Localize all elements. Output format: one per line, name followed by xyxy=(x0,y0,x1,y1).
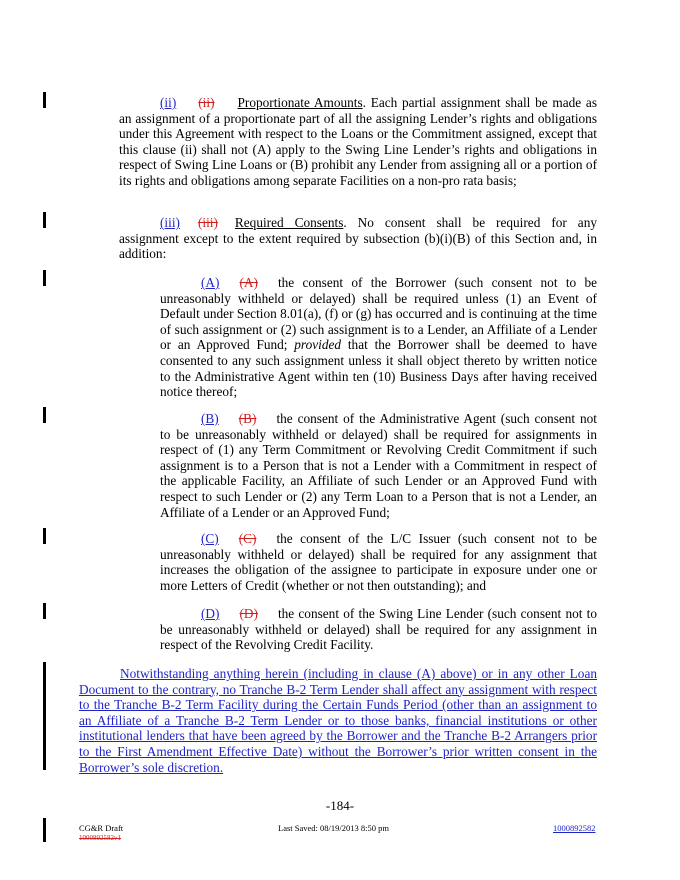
clause-heading: Required Consents xyxy=(234,215,344,230)
change-bar xyxy=(43,528,46,544)
subclause-text: the consent of the Swing Line Lender (such consent not to be unreasonably withheld or delayed) shall be required for any assignment in respect of the Revolving Credit Facility. xyxy=(160,606,597,653)
inserted-number: (A) xyxy=(201,275,220,290)
deleted-number: (B) xyxy=(238,411,257,426)
inserted-number: (B) xyxy=(201,411,219,426)
deleted-number: (D) xyxy=(239,606,258,621)
clause-heading: Proportionate Amounts xyxy=(237,95,363,110)
deleted-number: (iii) xyxy=(197,215,218,230)
page-number: -184- xyxy=(325,798,355,813)
notwithstanding-paragraph: Notwithstanding anything herein (including in clause (A) above) or in any other Loan Document to the contrary, no Tranche B-2 Term Lender shall affect any assignment with respect to the Tranche B-2 Term Facility during the Certain Funds Period (other than an assignment to an Affiliate of a Tranche B-2 Term Lender or to those banks, financial institutions or other institutional lenders that have been agreed by the Borrower and the Tranche B-2 Arrangers prior to the First Amendment Effective Date) without the Borrower’s prior written consent in the Borrower’s sole discretion. xyxy=(79,666,597,775)
subclause-d xyxy=(160,606,597,653)
deleted-number: (ii) xyxy=(198,95,215,110)
subclause-b xyxy=(160,411,597,520)
deleted-number: (C) xyxy=(238,531,257,546)
clause-text: . No consent shall be required for any assignment except to the extent required by subsection (b)(i)(B) of this Section and, in addition: xyxy=(119,215,597,262)
change-bar xyxy=(43,603,46,619)
change-bar xyxy=(43,92,46,108)
clause-ii xyxy=(119,95,597,189)
subclause-text: the consent of the Administrative Agent (such consent not to be unreasonably withheld or delayed) shall be required for assignments in respect of (1) any Term Commitment or Revolving Credit Commitment if such assignment is to a Person that is not a Lender with a Commitment in respect of the applicable Facility, an Affiliate of such Lender or an Approved Fund with respect to such Lender or (2) any Term Loan to a Person that is not a Lender, an Affiliate of a Lender or an Approved Fund; xyxy=(160,411,597,520)
last-saved: Last Saved: 08/19/2013 8:50 pm xyxy=(278,823,389,833)
inserted-number: (iii) xyxy=(160,215,180,230)
draft-label: CG&R Draft xyxy=(79,823,124,833)
subclause-text: that the Borrower shall be deemed to have consented to any such assignment unless it shall object thereto by written notice to the Administrative Agent within ten (10) Business Days after having received notice thereof; xyxy=(160,337,597,400)
subclause-text: the consent of the Borrower (such consent not to be unreasonably withheld or delayed) shall be required unless (1) an Event of Default under Section 8.01(a), (f) or (g) has occurred and is continuing at the time of such assignment or (2) such assignment is to a Lender, an Affiliate of a Lender or an Approved Fund; xyxy=(160,275,597,353)
clause-text: . Each partial assignment shall be made as an assignment of a proportionate part of all the assigning Lender’s rights and obligations under this Agreement with respect to the Loans or the Commitment assigned, except that this clause (ii) shall not (A) apply to the Swing Line Lender’s rights and obligations in respect of Swing Line Loans or (B) prohibit any Lender from assigning all or a portion of its rights and obligations among separate Facilities on a non-pro rata basis; xyxy=(119,95,597,188)
change-bar xyxy=(43,818,46,842)
inserted-number: (ii) xyxy=(160,95,177,110)
inserted-number: (C) xyxy=(201,531,219,546)
doc-id: 1000892582 xyxy=(553,823,596,833)
change-bar xyxy=(43,407,46,423)
deleted-number: (A) xyxy=(239,275,258,290)
inserted-number: (D) xyxy=(201,606,220,621)
subclause-text: the consent of the L/C Issuer (such consent not to be unreasonably withheld or delayed) shall be required for any assignment that increases the obligation of the assignee to participate in exposure under one or more Letters of Credit (whether or not then outstanding); and xyxy=(160,531,597,593)
change-bar xyxy=(43,662,46,770)
subclause-c xyxy=(160,531,597,593)
clause-iii xyxy=(119,215,597,262)
change-bar xyxy=(43,212,46,228)
subclause-a xyxy=(160,275,597,400)
change-bar xyxy=(43,270,46,286)
deleted-doc-id: 1000892582v1 xyxy=(79,834,121,842)
italic-term: provided xyxy=(294,337,342,353)
